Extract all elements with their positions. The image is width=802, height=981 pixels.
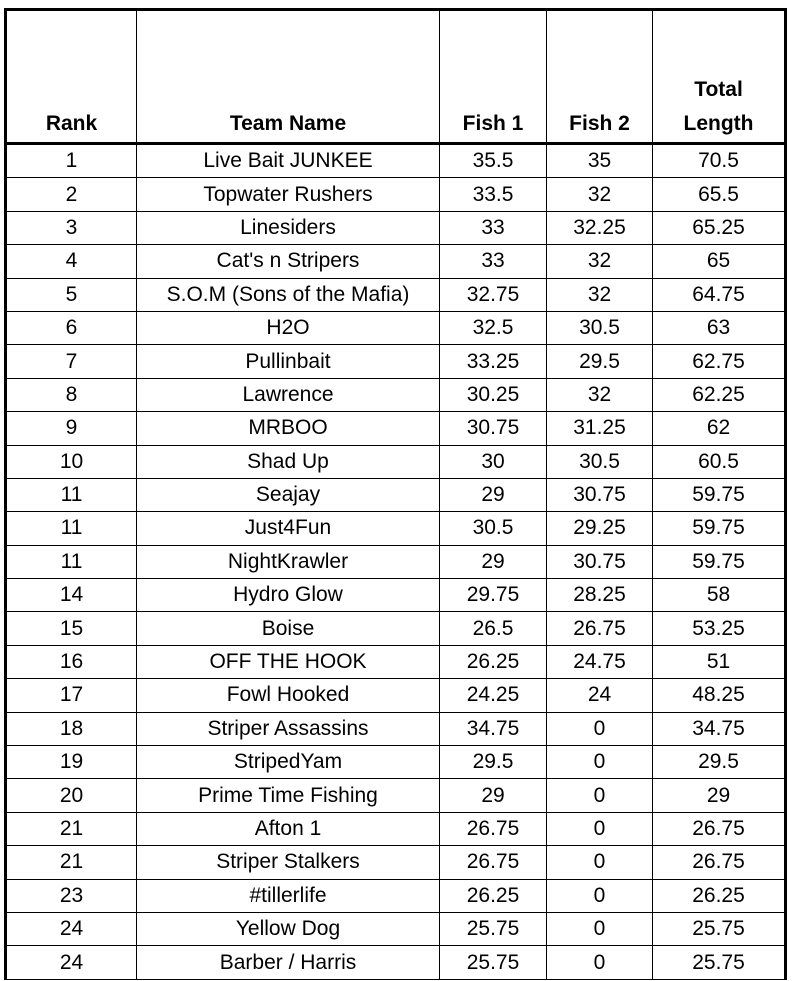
cell-fish-1: 34.75 (440, 712, 547, 745)
cell-fish-1: 29 (440, 478, 547, 511)
cell-team-name: H2O (137, 311, 440, 344)
cell-fish-2: 0 (547, 746, 653, 779)
cell-rank: 11 (6, 512, 137, 545)
cell-fish-2: 0 (547, 946, 653, 979)
header-fish-1: Fish 1 (440, 10, 547, 144)
table-body (6, 144, 786, 980)
cell-rank: 18 (6, 712, 137, 745)
table-row (6, 879, 786, 912)
cell-team-name: Afton 1 (137, 812, 440, 845)
cell-fish-2: 35 (547, 144, 653, 178)
table-row (6, 478, 786, 511)
table-row (6, 412, 786, 445)
cell-team-name: #tillerlife (137, 879, 440, 912)
table-row (6, 378, 786, 411)
cell-fish-1: 30 (440, 445, 547, 478)
cell-fish-1: 32.5 (440, 311, 547, 344)
cell-rank: 5 (6, 278, 137, 311)
cell-fish-2: 0 (547, 712, 653, 745)
cell-total-length: 58 (653, 579, 786, 612)
header-total-line1: Total (694, 78, 743, 101)
cell-fish-2: 30.75 (547, 545, 653, 578)
cell-team-name: Cat's n Stripers (137, 245, 440, 278)
cell-team-name: MRBOO (137, 412, 440, 445)
cell-team-name: Lawrence (137, 378, 440, 411)
table-row (6, 912, 786, 945)
header-rank: Rank (6, 10, 137, 144)
table-row (6, 679, 786, 712)
cell-rank: 15 (6, 612, 137, 645)
cell-total-length: 34.75 (653, 712, 786, 745)
cell-team-name: StripedYam (137, 746, 440, 779)
cell-rank: 11 (6, 478, 137, 511)
cell-total-length: 59.75 (653, 512, 786, 545)
cell-total-length: 59.75 (653, 545, 786, 578)
cell-fish-2: 32 (547, 278, 653, 311)
cell-fish-1: 33.5 (440, 178, 547, 211)
cell-fish-2: 30.75 (547, 478, 653, 511)
cell-rank: 21 (6, 812, 137, 845)
cell-total-length: 48.25 (653, 679, 786, 712)
table-row (6, 178, 786, 211)
cell-fish-2: 29.25 (547, 512, 653, 545)
cell-team-name: Hydro Glow (137, 579, 440, 612)
cell-fish-1: 33.25 (440, 345, 547, 378)
cell-fish-2: 26.75 (547, 612, 653, 645)
cell-fish-1: 29 (440, 545, 547, 578)
cell-team-name: Linesiders (137, 211, 440, 244)
cell-team-name: Fowl Hooked (137, 679, 440, 712)
cell-team-name: Seajay (137, 478, 440, 511)
table-row (6, 245, 786, 278)
cell-rank: 6 (6, 311, 137, 344)
cell-rank: 16 (6, 645, 137, 678)
cell-fish-2: 0 (547, 779, 653, 812)
cell-fish-1: 26.25 (440, 879, 547, 912)
table-row (6, 445, 786, 478)
header-fish-2: Fish 2 (547, 10, 653, 144)
cell-fish-1: 29 (440, 779, 547, 812)
cell-rank: 17 (6, 679, 137, 712)
header-team-name: Team Name (137, 10, 440, 144)
cell-rank: 10 (6, 445, 137, 478)
cell-total-length: 70.5 (653, 144, 786, 178)
cell-team-name: Shad Up (137, 445, 440, 478)
table-row (6, 278, 786, 311)
cell-fish-1: 32.75 (440, 278, 547, 311)
cell-team-name: OFF THE HOOK (137, 645, 440, 678)
table-row (6, 512, 786, 545)
cell-fish-1: 26.5 (440, 612, 547, 645)
cell-total-length: 53.25 (653, 612, 786, 645)
cell-fish-2: 32.25 (547, 211, 653, 244)
cell-fish-2: 30.5 (547, 311, 653, 344)
cell-team-name: Striper Stalkers (137, 846, 440, 879)
cell-fish-2: 32 (547, 378, 653, 411)
cell-fish-2: 24 (547, 679, 653, 712)
cell-total-length: 25.75 (653, 946, 786, 979)
cell-rank: 1 (6, 144, 137, 178)
cell-fish-2: 24.75 (547, 645, 653, 678)
cell-rank: 14 (6, 579, 137, 612)
cell-rank: 7 (6, 345, 137, 378)
cell-total-length: 65.25 (653, 211, 786, 244)
header-total-length (653, 10, 786, 144)
table-row (6, 746, 786, 779)
cell-fish-1: 26.25 (440, 645, 547, 678)
cell-fish-2: 30.5 (547, 445, 653, 478)
table-row (6, 144, 786, 178)
table-row (6, 712, 786, 745)
cell-total-length: 51 (653, 645, 786, 678)
cell-total-length: 60.5 (653, 445, 786, 478)
cell-total-length: 29 (653, 779, 786, 812)
cell-rank: 20 (6, 779, 137, 812)
cell-total-length: 29.5 (653, 746, 786, 779)
cell-total-length: 63 (653, 311, 786, 344)
table-row (6, 211, 786, 244)
cell-fish-2: 0 (547, 879, 653, 912)
table-row (6, 779, 786, 812)
cell-team-name: S.O.M (Sons of the Mafia) (137, 278, 440, 311)
table-row (6, 946, 786, 979)
cell-rank: 8 (6, 378, 137, 411)
cell-total-length: 25.75 (653, 912, 786, 945)
table-header (6, 10, 786, 144)
cell-rank: 9 (6, 412, 137, 445)
cell-fish-1: 33 (440, 245, 547, 278)
cell-fish-2: 32 (547, 245, 653, 278)
cell-total-length: 26.75 (653, 846, 786, 879)
cell-rank: 11 (6, 545, 137, 578)
cell-rank: 24 (6, 946, 137, 979)
cell-fish-2: 0 (547, 812, 653, 845)
header-row (6, 10, 786, 144)
cell-fish-1: 30.75 (440, 412, 547, 445)
cell-total-length: 65 (653, 245, 786, 278)
table-row (6, 579, 786, 612)
cell-rank: 4 (6, 245, 137, 278)
cell-fish-2: 0 (547, 912, 653, 945)
cell-total-length: 62.75 (653, 345, 786, 378)
cell-fish-1: 25.75 (440, 912, 547, 945)
cell-fish-1: 26.75 (440, 812, 547, 845)
cell-team-name: Yellow Dog (137, 912, 440, 945)
cell-total-length: 59.75 (653, 478, 786, 511)
cell-total-length: 62 (653, 412, 786, 445)
cell-fish-1: 29.5 (440, 746, 547, 779)
cell-fish-2: 0 (547, 846, 653, 879)
cell-fish-1: 30.25 (440, 378, 547, 411)
cell-team-name: Live Bait JUNKEE (137, 144, 440, 178)
cell-total-length: 26.75 (653, 812, 786, 845)
cell-team-name: NightKrawler (137, 545, 440, 578)
cell-fish-1: 29.75 (440, 579, 547, 612)
cell-fish-2: 32 (547, 178, 653, 211)
cell-fish-2: 29.5 (547, 345, 653, 378)
cell-rank: 23 (6, 879, 137, 912)
header-total-line2: Length (683, 112, 754, 135)
cell-fish-1: 30.5 (440, 512, 547, 545)
cell-fish-1: 35.5 (440, 144, 547, 178)
cell-team-name: Boise (137, 612, 440, 645)
table-row (6, 345, 786, 378)
standings-table (4, 8, 787, 980)
cell-fish-2: 31.25 (547, 412, 653, 445)
cell-total-length: 65.5 (653, 178, 786, 211)
table-row (6, 612, 786, 645)
cell-rank: 3 (6, 211, 137, 244)
table-row (6, 311, 786, 344)
cell-rank: 21 (6, 846, 137, 879)
cell-team-name: Topwater Rushers (137, 178, 440, 211)
table-row (6, 645, 786, 678)
cell-team-name: Barber / Harris (137, 946, 440, 979)
table-row (6, 846, 786, 879)
cell-team-name: Prime Time Fishing (137, 779, 440, 812)
cell-fish-1: 33 (440, 211, 547, 244)
cell-total-length: 26.25 (653, 879, 786, 912)
cell-rank: 2 (6, 178, 137, 211)
table-row (6, 545, 786, 578)
cell-total-length: 62.25 (653, 378, 786, 411)
cell-team-name: Just4Fun (137, 512, 440, 545)
cell-total-length: 64.75 (653, 278, 786, 311)
cell-fish-1: 24.25 (440, 679, 547, 712)
cell-team-name: Pullinbait (137, 345, 440, 378)
cell-team-name: Striper Assassins (137, 712, 440, 745)
table-row (6, 812, 786, 845)
cell-rank: 24 (6, 912, 137, 945)
cell-fish-1: 26.75 (440, 846, 547, 879)
cell-rank: 19 (6, 746, 137, 779)
cell-fish-2: 28.25 (547, 579, 653, 612)
cell-fish-1: 25.75 (440, 946, 547, 979)
